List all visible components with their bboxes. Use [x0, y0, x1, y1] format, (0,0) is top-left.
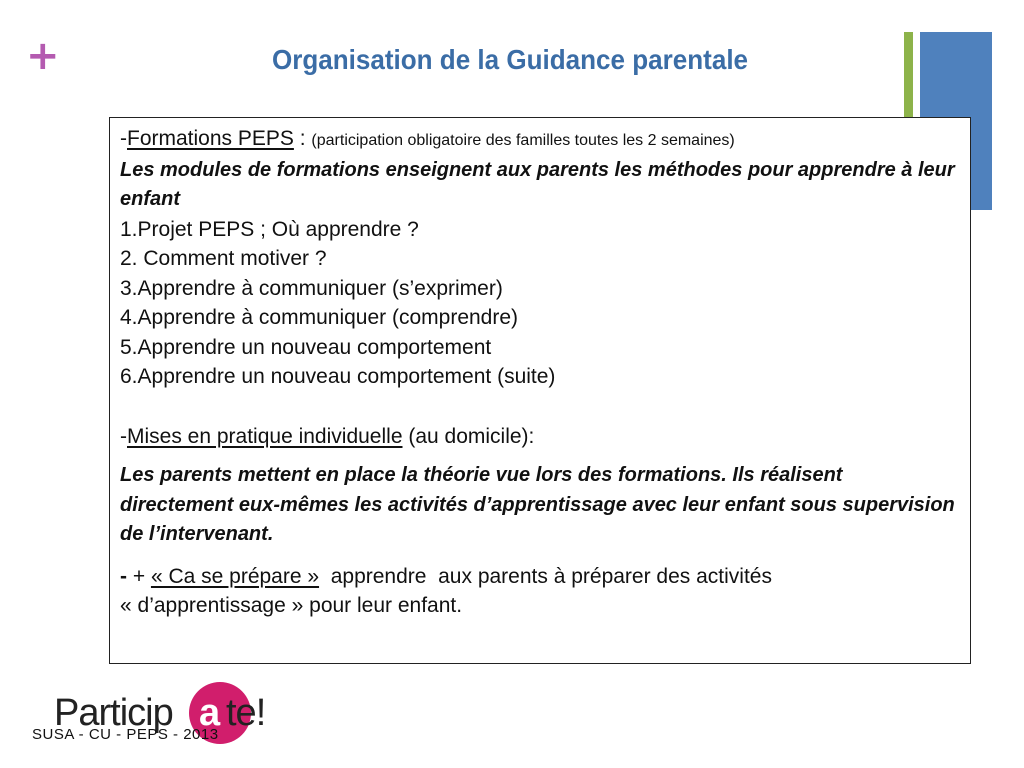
formation-item-4: 4.Apprendre à communiquer (comprendre) — [120, 306, 519, 329]
prepare-line-2: « d’apprentissage » pour leur enfant. — [120, 594, 463, 617]
prepare-plus: + — [132, 564, 151, 588]
pratique-heading-line — [120, 422, 960, 452]
pratique-suffix: (au domicile): — [402, 424, 535, 448]
pratique-description: Les parents mettent en place la théorie vue lors des formations. Ils réalisent directement eux-mêmes les activités d’apprentissage avec leur enfant sous supervision de l’intervenant. — [120, 464, 955, 545]
spacer — [120, 550, 960, 562]
prepare-prefix: - — [120, 564, 133, 588]
logo-text-part2: te! — [226, 692, 266, 734]
prepare-heading: « Ca se prépare » — [150, 564, 320, 588]
formations-note: (participation obligatoire des familles toutes les 2 semaines) — [311, 132, 735, 149]
formation-item-2: 2. Comment motiver ? — [120, 247, 327, 270]
spacer — [120, 392, 960, 422]
content-box — [109, 117, 971, 664]
formation-item-5: 5.Apprendre un nouveau comportement — [120, 335, 492, 359]
prepare-text-1: apprendre aux parents à préparer des activités — [319, 564, 772, 588]
plus-icon: + — [26, 33, 60, 79]
formation-item-6: 6.Apprendre un nouveau comportement (suite) — [120, 365, 556, 388]
pratique-prefix: - — [120, 424, 127, 448]
formations-heading-line — [120, 124, 960, 156]
formations-heading: Formations PEPS — [127, 127, 294, 150]
spacer — [120, 451, 960, 461]
footer-text: SUSA - CU - PEPS - 2013 — [32, 726, 219, 743]
logo-highlight-letter: a — [199, 692, 221, 734]
formation-item-3: 3.Apprendre à communiquer (s’exprimer) — [120, 276, 503, 300]
formations-separator: : — [293, 127, 312, 150]
formations-prefix: - — [120, 127, 127, 150]
slide-title: Organisation de la Guidance parentale — [271, 44, 749, 75]
prepare-line-1 — [120, 562, 960, 592]
formations-description: Les modules de formations enseignent aux parents les méthodes pour apprendre à leur enfant — [120, 158, 955, 210]
formation-item-1: 1.Projet PEPS ; Où apprendre ? — [120, 217, 419, 241]
pratique-heading: Mises en pratique individuelle — [127, 424, 403, 448]
logo-text-part1: Particip — [54, 692, 173, 734]
